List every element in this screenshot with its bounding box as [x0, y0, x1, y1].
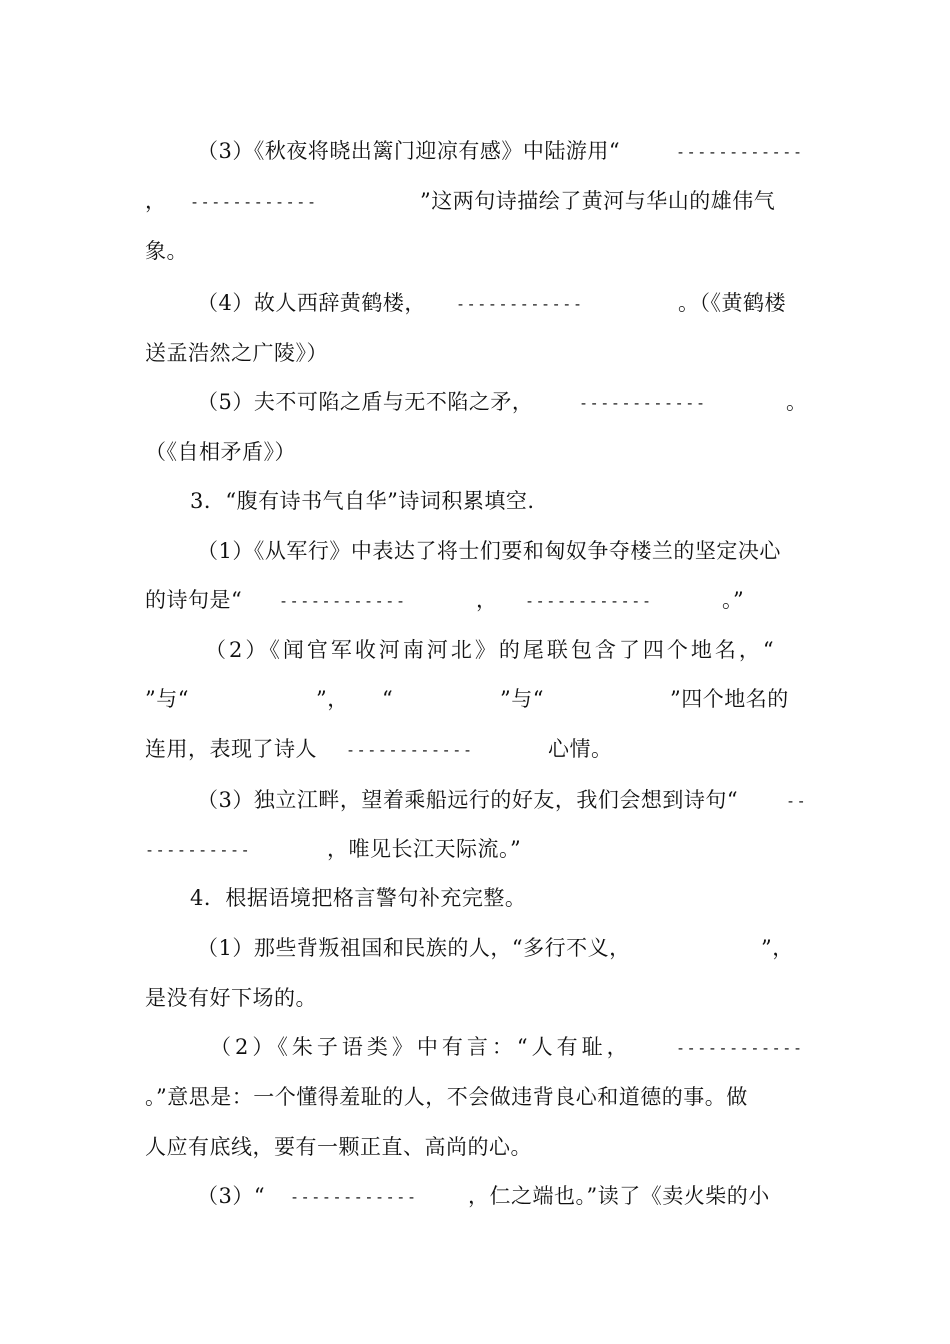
- q2-item4-text-a: （4）故人西辞黄鹤楼，: [197, 291, 426, 315]
- q4-item3-text-a: （3）“: [197, 1184, 266, 1208]
- q3-item3-blank-b[interactable]: ----------: [145, 841, 252, 859]
- q2-item5-text-a: （5）夫不可陷之盾与无不陷之矛，: [197, 390, 534, 414]
- q3-item1-text-d: 。”: [722, 588, 745, 612]
- q2-item5-blank[interactable]: ------------: [579, 394, 707, 412]
- q4-item2-text-c: 人应有底线，要有一颗正直、高尚的心。: [145, 1135, 532, 1159]
- q2-item3-blank-1[interactable]: ------------: [676, 143, 804, 161]
- q3-item2-text-a: （2）《闻官军收河南河北》的尾联包含了四个地名，“: [205, 638, 777, 662]
- q4-item1-text-a: （1）那些背叛祖国和民族的人，“多行不义，: [197, 936, 631, 960]
- q3-title: 3．“腹有诗书气自华”诗词积累填空.: [190, 489, 535, 513]
- q3-item1-blank-2[interactable]: ------------: [525, 592, 653, 610]
- q2-item3-blank-2[interactable]: ------------: [190, 193, 318, 211]
- q4-item2-text-b: 。”意思是：一个懂得羞耻的人，不会做违背良心和道德的事。做: [145, 1085, 748, 1109]
- q2-item3-text-a: （3）《秋夜将晓出篱门迎凉有感》中陆游用“: [197, 139, 621, 163]
- q2-item4-blank[interactable]: ------------: [456, 295, 584, 313]
- q4-item2-blank[interactable]: ------------: [676, 1039, 804, 1057]
- q3-item2-text-f: ”四个地名的: [670, 687, 789, 711]
- q2-item3-text-d: 象。: [145, 239, 188, 263]
- q2-item4-text-b: 。（《黄鹤楼: [678, 291, 786, 315]
- q3-item2-text-c: ”，: [316, 687, 349, 711]
- q2-item3-text-c: ”这两句诗描绘了黄河与华山的雄伟气: [420, 189, 776, 213]
- q3-item1-text-b: 的诗句是“: [145, 588, 243, 612]
- q2-item4-text-c: 送孟浩然之广陵》）: [145, 341, 328, 365]
- q3-item3-blank-a[interactable]: --: [786, 792, 808, 810]
- q2-item5-text-b: 。: [786, 390, 808, 414]
- q4-item1-text-b: ”，: [761, 936, 794, 960]
- q3-item1-blank-1[interactable]: ------------: [279, 592, 407, 610]
- q4-item1-text-c: 是没有好下场的。: [145, 986, 317, 1010]
- q2-item5-text-c: （《自相矛盾》）: [145, 440, 296, 464]
- q3-item2-blank[interactable]: ------------: [346, 741, 474, 759]
- q3-item2-text-d: “: [382, 687, 394, 711]
- q3-item2-text-e: ”与“: [500, 687, 544, 711]
- q4-item3-blank[interactable]: ------------: [290, 1188, 418, 1206]
- q3-item1-text-a: （1）《从军行》中表达了将士们要和匈奴争夺楼兰的坚定决心: [197, 539, 781, 563]
- q3-item2-text-b: ”与“: [145, 687, 189, 711]
- q4-item3-text-b: ，仁之端也。”读了《卖火柴的小: [468, 1184, 770, 1208]
- q2-item3-text-b: ，: [145, 189, 167, 213]
- q3-item3-text-a: （3）独立江畔，望着乘船远行的好友，我们会想到诗句“: [197, 788, 739, 812]
- q3-item2-text-g: 连用，表现了诗人: [145, 737, 317, 761]
- q3-item2-text-h: 心情。: [548, 737, 613, 761]
- q4-title: 4．根据语境把格言警句补充完整。: [190, 886, 527, 910]
- q4-item2-text-a: （2）《朱子语类》中有言：“人有耻，: [210, 1035, 632, 1059]
- q3-item1-text-c: ，: [476, 588, 498, 612]
- q3-item3-text-b: ，唯见长江天际流。”: [327, 837, 522, 861]
